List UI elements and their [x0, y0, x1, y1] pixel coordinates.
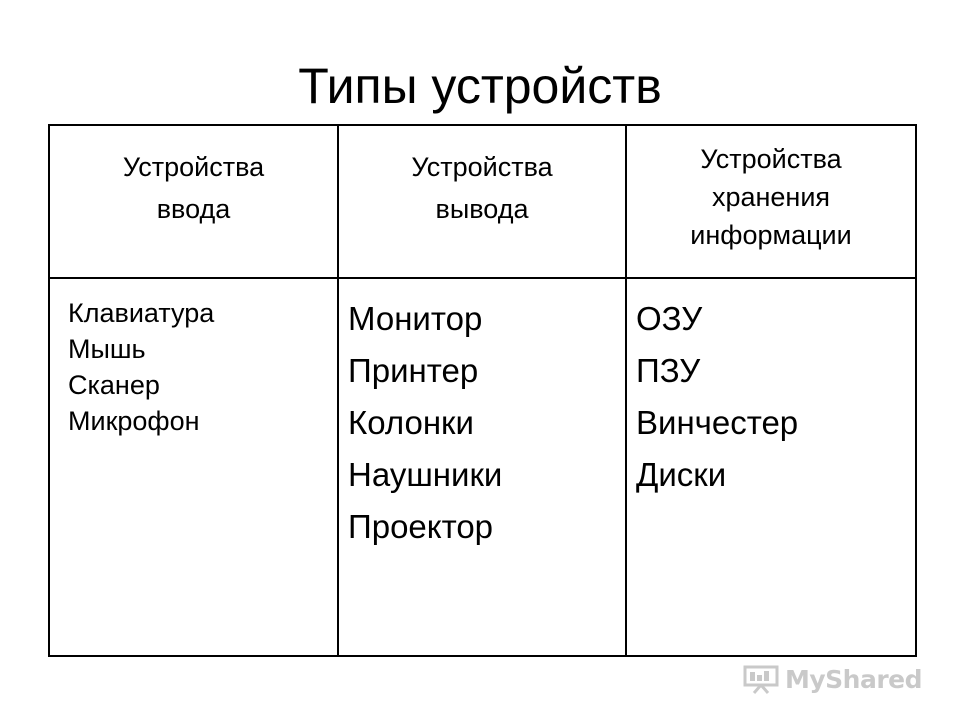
list-item: Сканер [68, 370, 160, 400]
storage-devices-list [627, 279, 915, 501]
list-item: Наушники [348, 456, 503, 493]
list-item: Мышь [68, 334, 146, 364]
storage-devices-cell [626, 278, 916, 656]
list-item: Принтер [348, 352, 479, 389]
list-item: Винчестер [636, 404, 799, 441]
list-item: Монитор [348, 300, 483, 337]
header-input-devices: Устройства ввода [49, 125, 338, 278]
list-item: Колонки [348, 404, 474, 441]
list-item: ОЗУ [636, 300, 703, 337]
table-header-row [49, 125, 916, 278]
input-devices-cell [49, 278, 338, 656]
list-item: ПЗУ [636, 352, 701, 389]
output-devices-cell [338, 278, 626, 656]
list-item: Диски [636, 456, 727, 493]
presentation-board-icon [743, 664, 779, 694]
output-devices-list [339, 279, 625, 553]
list-item: Клавиатура [68, 298, 215, 328]
myshared-watermark [743, 664, 922, 694]
table-body-row [49, 278, 916, 656]
device-types-table [48, 124, 917, 657]
watermark-text: MyShared [784, 664, 922, 694]
input-devices-list [50, 279, 337, 439]
header-storage-devices: Устройства хранения информации [626, 125, 916, 278]
list-item: Микрофон [68, 406, 200, 436]
list-item: Проектор [348, 508, 494, 545]
slide-title: Типы устройств [298, 58, 662, 114]
header-output-devices: Устройства вывода [338, 125, 626, 278]
